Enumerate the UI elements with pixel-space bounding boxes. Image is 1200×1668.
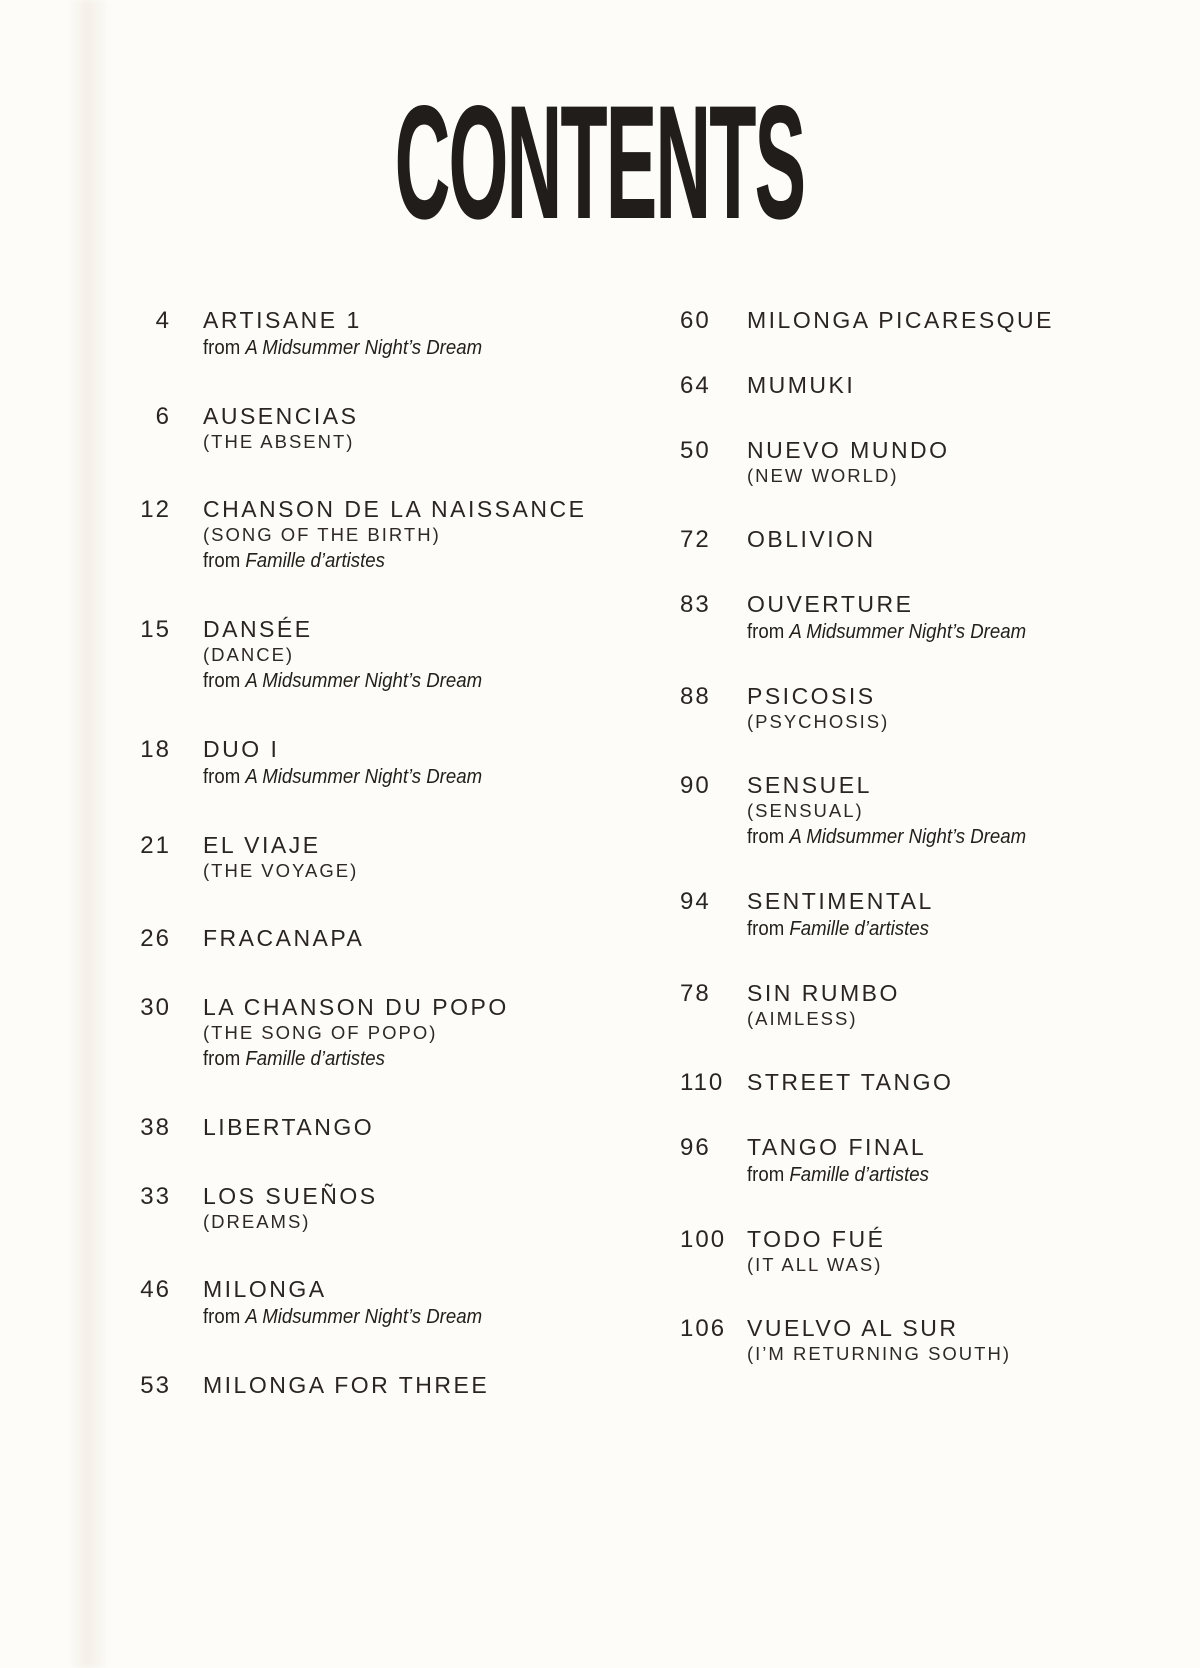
toc-title: MILONGA FOR THREE [203,1372,490,1398]
toc-entry-body [747,438,1180,487]
toc-entry-body [203,1184,620,1233]
toc-entry-body [747,684,1180,733]
toc-title: SIN RUMBO [747,980,900,1006]
toc-entry-body [203,497,620,573]
toc-source-prefix: from [747,1164,785,1186]
toc-title: NUEVO MUNDO [747,437,950,463]
toc-source [203,336,482,360]
toc-page-number: 90 [680,772,711,799]
contents-right-column [680,308,1180,1405]
toc-title: STREET TANGO [747,1069,954,1095]
toc-source-work: A Midsummer Night’s Dream [789,621,1027,643]
toc-page-number: 78 [680,980,711,1007]
toc-entry-body [747,1070,1180,1095]
toc-title: OUVERTURE [747,591,914,617]
toc-source [747,1163,929,1187]
toc-entry-body [747,773,1180,849]
toc-subtitle: (IT ALL WAS) [747,1254,883,1275]
toc-page-number: 110 [680,1069,725,1096]
toc-source [203,549,385,573]
toc-title: SENTIMENTAL [747,888,934,914]
toc-source-work: A Midsummer Night’s Dream [245,670,483,692]
toc-entry-body [747,889,1180,941]
toc-entry-body [747,1227,1180,1276]
toc-title: SENSUEL [747,772,872,798]
toc-source-prefix: from [747,826,785,848]
toc-page-number: 12 [140,496,171,523]
toc-entry [680,981,1180,1030]
toc-source [203,765,482,789]
toc-entry-body [203,617,620,693]
toc-source-prefix: from [203,1048,241,1070]
toc-entry [120,617,620,693]
toc-title: LIBERTANGO [203,1114,375,1140]
toc-source-prefix: from [203,1306,241,1328]
toc-title: PSICOSIS [747,683,876,709]
toc-source-prefix: from [203,766,241,788]
toc-subtitle: (PSYCHOSIS) [747,711,890,732]
toc-source-prefix: from [747,918,785,940]
toc-subtitle: (SENSUAL) [747,800,864,821]
toc-entry [120,1184,620,1233]
toc-entry-body [203,995,620,1071]
toc-title: MILONGA PICARESQUE [747,307,1055,333]
toc-source-work: A Midsummer Night’s Dream [245,337,483,359]
toc-page-number: 4 [155,307,171,334]
toc-source-work: Famille d’artistes [245,550,385,572]
toc-page-number: 60 [680,307,711,334]
toc-entry-body [747,308,1180,333]
toc-entry [120,308,620,360]
toc-entry-body [747,592,1180,644]
toc-entry [120,1115,620,1140]
toc-entry [680,1316,1180,1365]
toc-entry-body [203,308,620,360]
toc-source-work: Famille d’artistes [789,918,929,940]
toc-entry-body [203,833,620,882]
toc-entry [120,833,620,882]
toc-entry [680,308,1180,333]
toc-title: LOS SUEÑOS [203,1183,378,1209]
toc-subtitle: (SONG OF THE BIRTH) [203,524,441,545]
toc-title: DUO I [203,736,280,762]
toc-page-number: 94 [680,888,711,915]
toc-title: OBLIVION [747,526,876,552]
toc-page-number: 50 [680,437,711,464]
toc-source-work: A Midsummer Night’s Dream [245,1306,483,1328]
toc-subtitle: (THE SONG OF POPO) [203,1022,438,1043]
contents-left-column [120,308,620,1442]
toc-title: AUSENCIAS [203,403,359,429]
toc-source [203,669,482,693]
toc-entry-body [747,1316,1180,1365]
toc-entry [120,1373,620,1398]
toc-source [747,917,929,941]
toc-entry-body [203,926,620,951]
toc-source-work: Famille d’artistes [789,1164,929,1186]
toc-page-number: 53 [140,1372,171,1399]
toc-entry [680,1070,1180,1095]
toc-page-number: 15 [140,616,171,643]
toc-entry [680,684,1180,733]
toc-subtitle: (THE ABSENT) [203,431,355,452]
toc-page-number: 88 [680,683,711,710]
toc-page-number: 6 [155,403,171,430]
page-title-text: CONTENTS [395,74,805,252]
toc-subtitle: (AIMLESS) [747,1008,858,1029]
toc-page-number: 100 [680,1226,727,1253]
toc-page-number: 83 [680,591,711,618]
toc-title: FRACANAPA [203,925,365,951]
toc-entry [680,373,1180,398]
toc-page-number: 21 [140,832,171,859]
toc-source-work: Famille d’artistes [245,1048,385,1070]
page-title [0,74,1200,252]
toc-entry-body [747,981,1180,1030]
toc-page-number: 30 [140,994,171,1021]
toc-source [203,1305,482,1329]
toc-entry-body [203,404,620,453]
toc-subtitle: (DREAMS) [203,1211,311,1232]
toc-source-prefix: from [747,621,785,643]
toc-title: CHANSON DE LA NAISSANCE [203,496,587,522]
toc-page-number: 46 [140,1276,171,1303]
toc-entry-body [747,373,1180,398]
toc-entry [680,889,1180,941]
toc-subtitle: (DANCE) [203,644,295,665]
toc-source-prefix: from [203,670,241,692]
toc-entry [120,404,620,453]
toc-subtitle: (I’M RETURNING SOUTH) [747,1343,1011,1364]
toc-entry [120,926,620,951]
toc-entry-body [747,1135,1180,1187]
toc-title: MILONGA [203,1276,327,1302]
toc-subtitle: (NEW WORLD) [747,465,899,486]
toc-page-number: 106 [680,1315,727,1342]
toc-title: EL VIAJE [203,832,321,858]
toc-source-work: A Midsummer Night’s Dream [789,826,1027,848]
toc-entry [680,592,1180,644]
toc-entry [680,1135,1180,1187]
toc-subtitle: (THE VOYAGE) [203,860,359,881]
toc-page-number: 64 [680,372,711,399]
toc-title: DANSÉE [203,616,313,642]
toc-page-number: 18 [140,736,171,763]
toc-source-prefix: from [203,550,241,572]
toc-title: ARTISANE 1 [203,307,362,333]
toc-page-number: 38 [140,1114,171,1141]
toc-entry-body [747,527,1180,552]
toc-entry [120,1277,620,1329]
toc-page-number: 96 [680,1134,711,1161]
toc-entry [120,497,620,573]
toc-title: MUMUKI [747,372,856,398]
toc-source [747,620,1026,644]
toc-page-number: 26 [140,925,171,952]
toc-entry [680,527,1180,552]
toc-title: LA CHANSON DU POPO [203,994,509,1020]
toc-entry [680,773,1180,849]
toc-entry-body [203,737,620,789]
toc-entry [120,737,620,789]
toc-page-number: 33 [140,1183,171,1210]
toc-source [203,1047,385,1071]
toc-entry [680,438,1180,487]
toc-source-prefix: from [203,337,241,359]
toc-page-number: 72 [680,526,711,553]
toc-entry [680,1227,1180,1276]
toc-source-work: A Midsummer Night’s Dream [245,766,483,788]
toc-source [747,825,1026,849]
toc-entry [120,995,620,1071]
toc-title: TANGO FINAL [747,1134,927,1160]
toc-entry-body [203,1373,620,1398]
toc-title: VUELVO AL SUR [747,1315,959,1341]
toc-title: TODO FUÉ [747,1226,886,1252]
toc-entry-body [203,1115,620,1140]
toc-entry-body [203,1277,620,1329]
